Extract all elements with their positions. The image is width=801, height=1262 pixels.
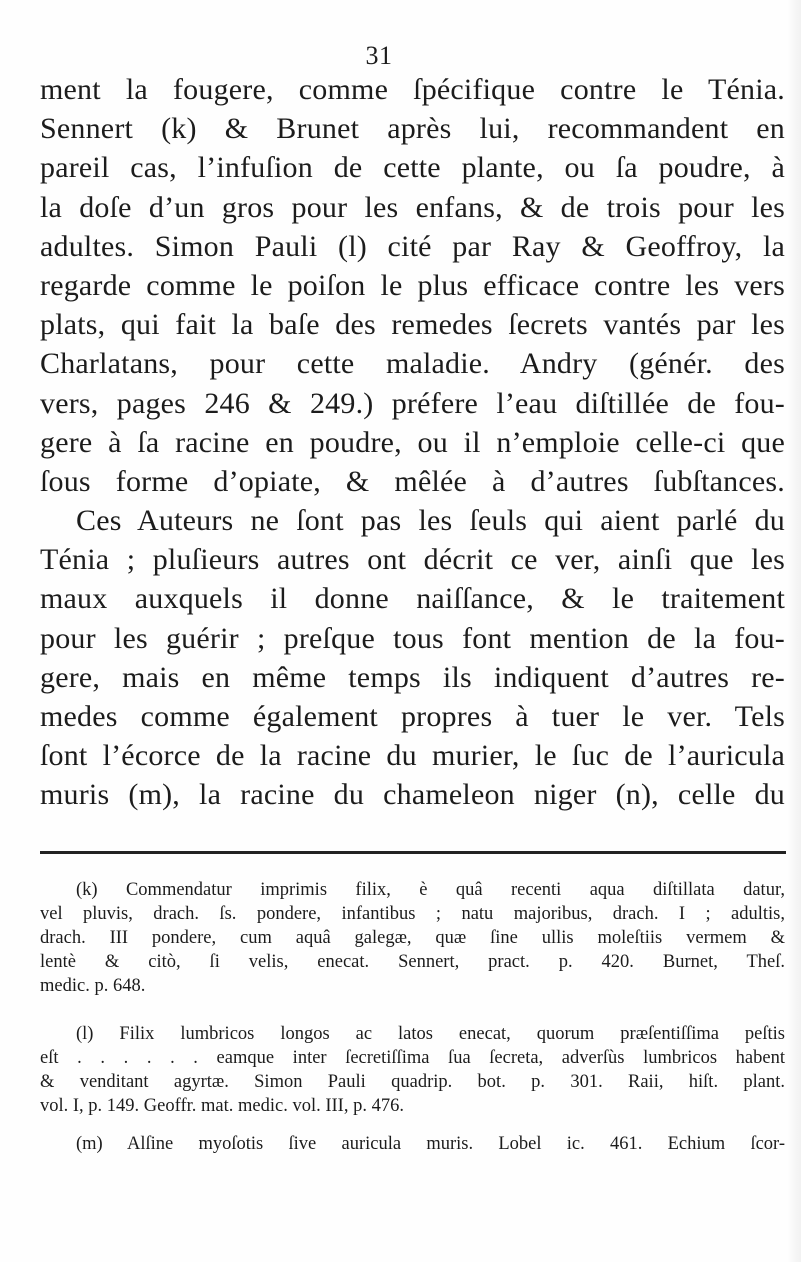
body-line: Charlatans, pour cette maladie. Andry (génér. des	[40, 347, 785, 381]
body-line: plats, qui fait la baſe des remedes ſecrets vantés par les	[40, 308, 785, 342]
footnote-line: vel pluvis, drach. ſs. pondere, infantibus ; natu majoribus, drach. I ; adultis,	[40, 904, 785, 924]
footnote-line: drach. III pondere, cum aquâ galegæ, quæ ſine ullis moleſtiis vermem &	[40, 928, 785, 948]
footnote-line: vol. I, p. 149. Geoffr. mat. medic. vol. III, p. 476.	[40, 1096, 404, 1116]
body-line: ſont l’écorce de la racine du murier, le ſuc de l’auricula	[40, 739, 785, 773]
body-line: medes comme également propres à tuer le ver. Tels	[40, 700, 785, 733]
body-line: la doſe d’un gros pour les enfans, & de trois pour les	[40, 190, 785, 224]
body-line: Sennert (k) & Brunet après lui, recommandent en	[40, 112, 785, 146]
body-line: muris (m), la racine du chameleon niger (n), celle du	[40, 778, 785, 812]
body-line: ment la fougere, comme ſpécifique contre le Ténia.	[40, 73, 785, 106]
footnotes	[40, 878, 785, 1156]
footnote-line: & venditant agyrtæ. Simon Pauli quadrip. bot. p. 301. Raii, hiſt. plant.	[40, 1072, 785, 1092]
body-line: adultes. Simon Pauli (l) cité par Ray & Geoffroy, la	[40, 229, 785, 263]
body-line: regarde comme le poiſon le plus efficace contre les vers	[40, 268, 785, 302]
body-line: gere à ſa racine en poudre, ou il n’emploie celle-ci que	[40, 425, 785, 459]
body-line: Ténia ; pluſieurs autres ont décrit ce ver, ainſi que les	[40, 543, 785, 577]
footnote-line: lentè & citò, ſi velis, enecat. Sennert, pract. p. 420. Burnet, Theſ.	[40, 952, 785, 972]
body-line: vers, pages 246 & 249.) préfere l’eau diſtillée de fou-	[40, 386, 785, 420]
body-line: pareil cas, l’infuſion de cette plante, ou ſa poudre, à	[40, 151, 785, 185]
footnote-line: (k) Commendatur imprimis filix, è quâ recenti aqua diſtillata datur,	[76, 880, 785, 900]
body-line: Ces Auteurs ne ſont pas les ſeuls qui aient parlé du	[76, 504, 785, 538]
body-line: gere, mais en même temps ils indiquent d’autres re-	[40, 660, 785, 694]
footnote-l	[40, 1022, 785, 1118]
page-edge-shadow	[787, 0, 801, 1262]
footnote-line: eſt . . . . . . eamque inter ſecretiſſima ſua ſecreta, adverſùs lumbricos habent	[40, 1048, 785, 1068]
footnote-k	[40, 878, 785, 998]
page-number: 31	[365, 41, 393, 70]
footnote-m	[40, 1132, 785, 1156]
body-line: pour les guérir ; preſque tous font mention de la fou-	[40, 621, 785, 655]
body-line: maux auxquels il donne naiſſance, & le traitement	[40, 582, 785, 616]
footnote-line: (m) Alſine myoſotis ſive auricula muris. Lobel ic. 461. Echium ſcor-	[76, 1134, 785, 1154]
footnote-divider	[40, 851, 786, 854]
footnote-line: (l) Filix lumbricos longos ac latos enecat, quorum præſentiſſima peſtis	[76, 1024, 785, 1044]
footnote-line: medic. p. 648.	[40, 976, 146, 996]
body-text	[40, 70, 785, 815]
body-line: ſous forme d’opiate, & mêlée à d’autres ſubſtances.	[40, 464, 785, 498]
